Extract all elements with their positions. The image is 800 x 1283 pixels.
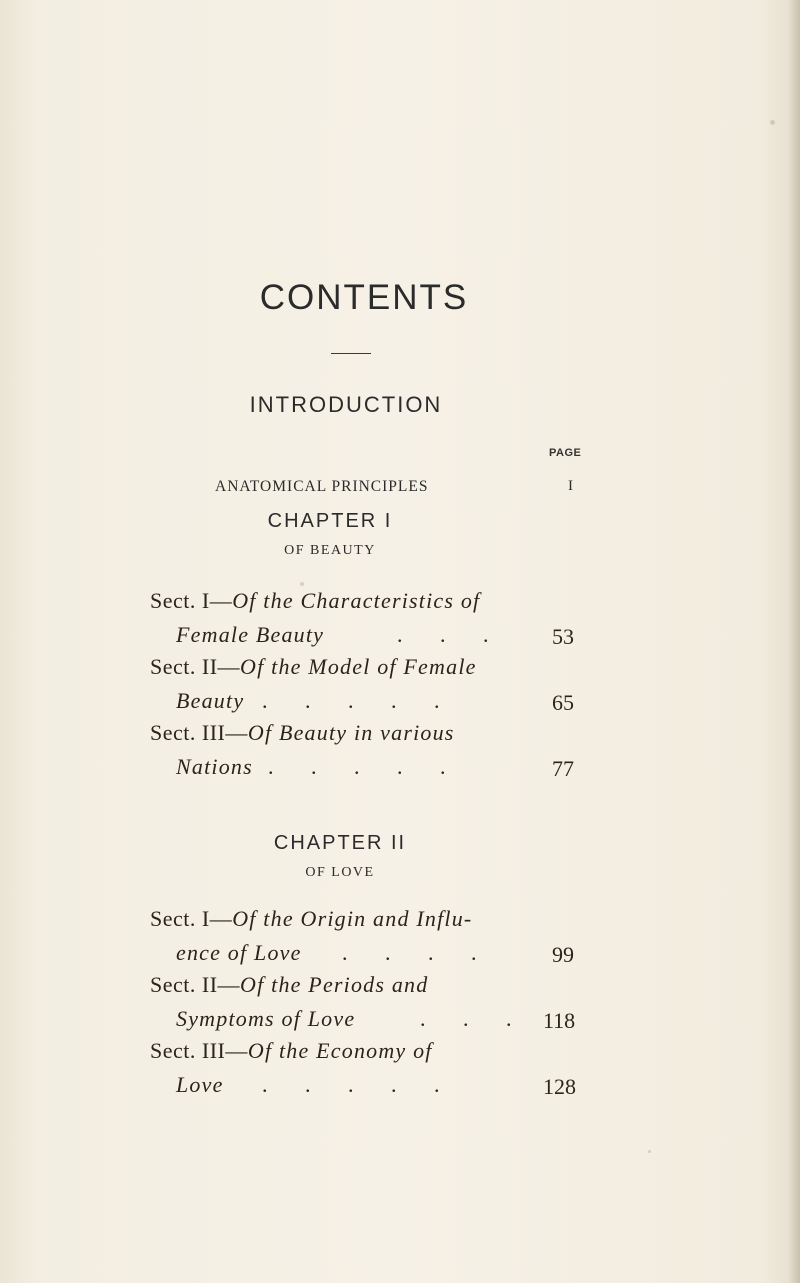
leader-dots: . . . . . xyxy=(262,688,456,713)
toc-entry-line xyxy=(176,1072,224,1098)
paper-speck xyxy=(648,1150,651,1153)
chapter-2-subtitle: OF LOVE xyxy=(305,865,375,880)
leader-dots: . . . xyxy=(397,622,505,647)
toc-entry-line xyxy=(150,654,477,680)
section-title-cont: Love xyxy=(176,1072,224,1097)
toc-entry-line xyxy=(150,588,480,614)
page-column-label: PAGE xyxy=(549,447,582,459)
section-label: Sect. III— xyxy=(150,1038,248,1063)
leader-dots: . . . . xyxy=(342,940,493,965)
chapter-2-title: CHAPTER II xyxy=(273,832,407,854)
section-page-number: 53 xyxy=(552,624,574,649)
section-label: Sect. I— xyxy=(150,588,233,613)
section-title: Of the Origin and Influ- xyxy=(232,906,473,931)
section-title-cont: Beauty xyxy=(176,688,245,713)
section-label: Sect. II— xyxy=(150,654,241,679)
section-label: Sect. I— xyxy=(150,906,233,931)
intro-entry-title: ANATOMICAL PRINCIPLES xyxy=(215,478,429,495)
toc-entry-line xyxy=(150,906,472,932)
section-title: Of Beauty in various xyxy=(247,720,455,745)
section-title: Of the Model of Female xyxy=(240,654,477,679)
section-page-number: 65 xyxy=(552,690,574,715)
section-label: Sect. III— xyxy=(150,720,248,745)
section-page-number: 118 xyxy=(543,1008,576,1033)
leader-dots: . . . . . xyxy=(268,754,462,779)
toc-entry-line xyxy=(176,1006,355,1032)
introduction-heading: INTRODUCTION xyxy=(249,392,443,417)
title-rule xyxy=(331,353,371,354)
toc-entry-line xyxy=(150,720,455,746)
toc-entry-line xyxy=(150,972,428,998)
leader-dots: . . . . . xyxy=(262,1072,456,1097)
leader-dots: . . . xyxy=(420,1006,528,1031)
intro-entry-page: I xyxy=(568,478,573,494)
section-title-cont: Female Beauty xyxy=(176,622,325,647)
chapter-1-subtitle: OF BEAUTY xyxy=(284,543,376,558)
section-title: Of the Characteristics of xyxy=(232,588,481,613)
page-edge-shadow xyxy=(788,0,800,1283)
toc-entry-line xyxy=(176,940,302,966)
paper-speck xyxy=(770,120,775,125)
section-page-number: 99 xyxy=(552,942,574,967)
chapter-1-title: CHAPTER I xyxy=(267,510,393,532)
toc-entry-line xyxy=(150,1038,433,1064)
section-title-cont: ence of Love xyxy=(176,940,302,965)
section-title-cont: Symptoms of Love xyxy=(176,1006,356,1031)
toc-entry-line xyxy=(176,622,324,648)
section-title-cont: Nations xyxy=(176,754,253,779)
section-page-number: 128 xyxy=(543,1074,576,1099)
section-page-number: 77 xyxy=(552,756,574,781)
toc-entry-line xyxy=(176,688,244,714)
paper-speck xyxy=(300,582,304,586)
toc-entry-line xyxy=(176,754,253,780)
section-title: Of the Periods and xyxy=(240,972,429,997)
section-title: Of the Economy of xyxy=(247,1038,433,1063)
page-title: CONTENTS xyxy=(259,278,469,317)
section-label: Sect. II— xyxy=(150,972,241,997)
